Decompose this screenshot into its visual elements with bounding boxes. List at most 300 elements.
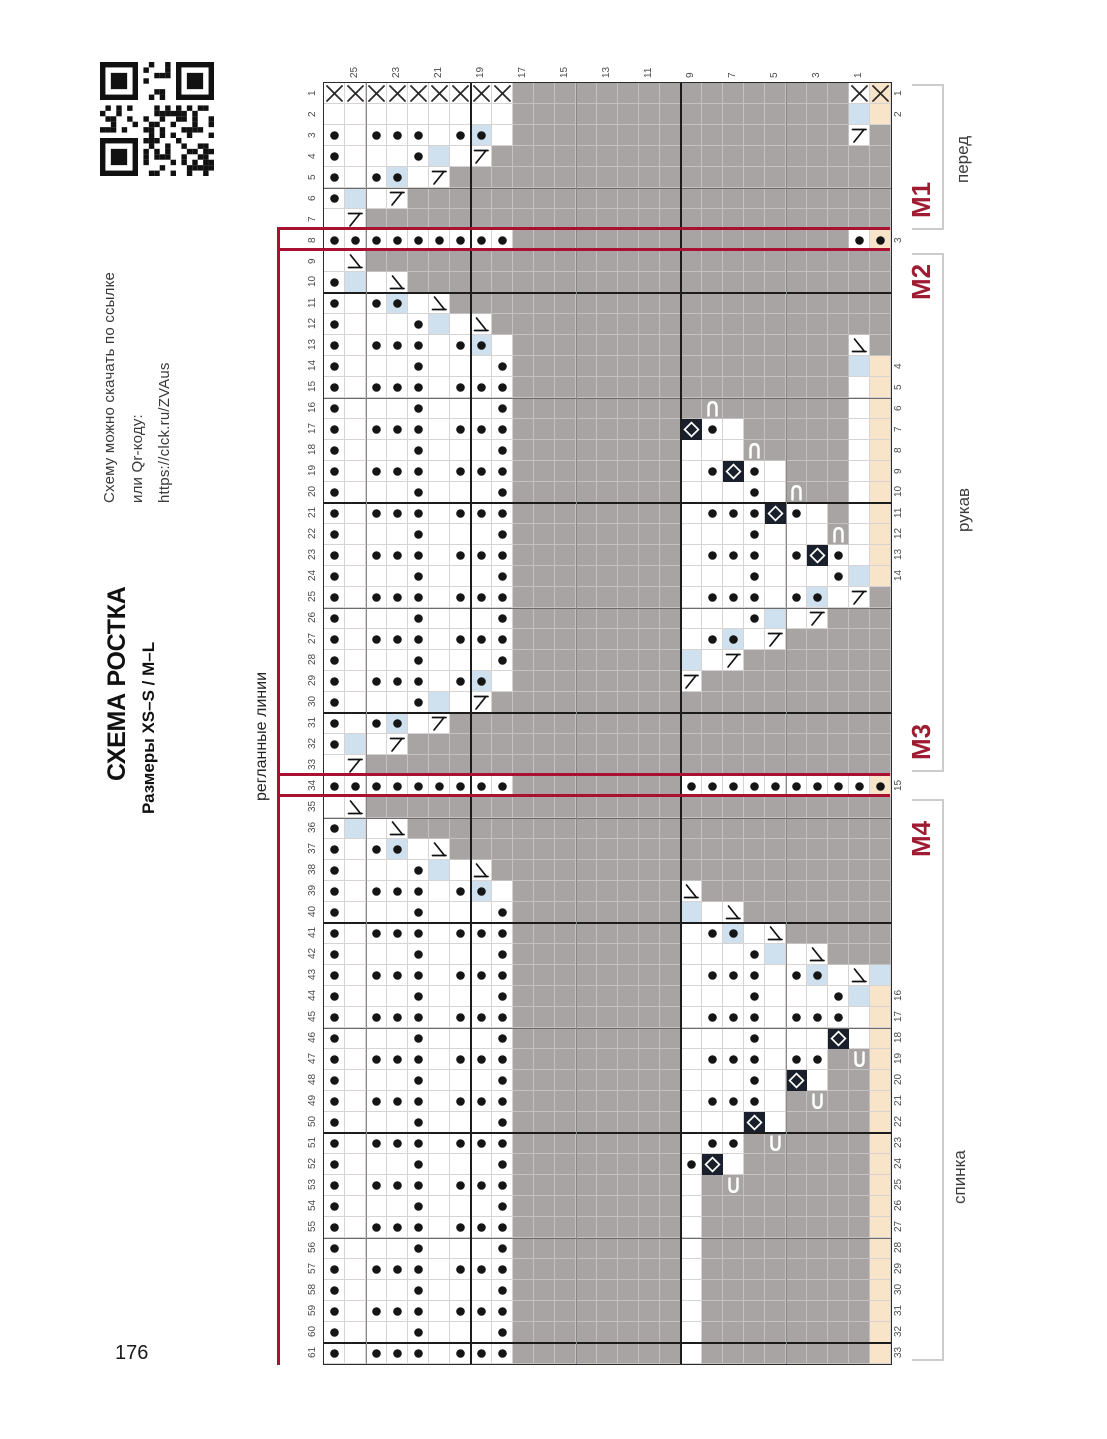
chart-cell <box>429 188 450 209</box>
chart-cell <box>576 1301 597 1322</box>
chart-cell <box>576 146 597 167</box>
chart-cell <box>660 125 681 146</box>
chart-cell <box>324 629 345 650</box>
chart-cell <box>345 902 366 923</box>
chart-cell <box>681 125 702 146</box>
chart-cell <box>471 713 492 734</box>
chart-cell <box>744 1259 765 1280</box>
chart-cell <box>366 1259 387 1280</box>
chart-cell <box>345 1028 366 1049</box>
chart-cell <box>366 734 387 755</box>
chart-cell <box>849 167 870 188</box>
chart-cell <box>324 713 345 734</box>
chart-cell <box>828 1112 849 1133</box>
chart-cell <box>366 146 387 167</box>
chart-cell <box>366 461 387 482</box>
chart-cell <box>324 566 345 587</box>
grid-number: 1 <box>852 72 864 78</box>
chart-cell <box>366 1280 387 1301</box>
chart-cell <box>534 356 555 377</box>
chart-cell <box>345 1322 366 1343</box>
chart-cell <box>324 293 345 314</box>
chart-cell <box>702 986 723 1007</box>
chart-cell <box>849 734 870 755</box>
chart-cell <box>639 797 660 818</box>
chart-cell <box>723 188 744 209</box>
chart-cell <box>639 944 660 965</box>
chart-cell <box>660 440 681 461</box>
chart-cell <box>807 1196 828 1217</box>
chart-cell <box>345 692 366 713</box>
chart-cell <box>870 1007 891 1028</box>
chart-cell <box>513 482 534 503</box>
chart-cell <box>618 1217 639 1238</box>
chart-cell <box>345 188 366 209</box>
chart-cell <box>450 986 471 1007</box>
chart-cell <box>639 1070 660 1091</box>
chart-cell <box>555 83 576 104</box>
chart-cell <box>702 650 723 671</box>
chart-cell <box>324 104 345 125</box>
chart-cell <box>576 566 597 587</box>
chart-cell <box>408 902 429 923</box>
chart-cell <box>870 692 891 713</box>
chart-cell <box>660 1154 681 1175</box>
chart-cell <box>513 608 534 629</box>
chart-cell <box>702 398 723 419</box>
chart-cell <box>429 1238 450 1259</box>
chart-cell <box>555 1175 576 1196</box>
chart-cell <box>492 818 513 839</box>
chart-cell <box>786 1238 807 1259</box>
chart-cell <box>366 839 387 860</box>
chart-cell <box>429 818 450 839</box>
chart-cell <box>492 314 513 335</box>
chart-cell <box>765 650 786 671</box>
chart-cell <box>660 1028 681 1049</box>
chart-cell <box>492 419 513 440</box>
chart-cell <box>324 1322 345 1343</box>
chart-cell <box>492 503 513 524</box>
grid-number: 15 <box>558 66 570 78</box>
chart-cell <box>534 419 555 440</box>
chart-cell <box>492 692 513 713</box>
chart-cell <box>681 398 702 419</box>
chart-cell <box>387 356 408 377</box>
chart-cell <box>324 188 345 209</box>
chart-cell <box>681 1301 702 1322</box>
chart-cell <box>744 1028 765 1049</box>
chart-cell <box>450 1301 471 1322</box>
chart-cell <box>870 608 891 629</box>
chart-cell <box>345 293 366 314</box>
chart-cell <box>345 860 366 881</box>
chart-cell <box>576 251 597 272</box>
knitting-chart-grid <box>323 82 892 1365</box>
chart-cell <box>534 986 555 1007</box>
chart-cell <box>765 356 786 377</box>
chart-cell <box>450 965 471 986</box>
chart-cell <box>849 986 870 1007</box>
chart-cell <box>702 104 723 125</box>
chart-cell <box>723 1343 744 1364</box>
chart-cell <box>471 104 492 125</box>
chart-cell <box>744 251 765 272</box>
chart-cell <box>492 125 513 146</box>
grid-number: 30 <box>307 695 318 707</box>
chart-cell <box>429 1280 450 1301</box>
chart-cell <box>534 629 555 650</box>
chart-cell <box>639 167 660 188</box>
chart-cell <box>597 83 618 104</box>
chart-cell <box>723 167 744 188</box>
chart-cell <box>387 965 408 986</box>
chart-cell <box>366 524 387 545</box>
chart-cell <box>702 1091 723 1112</box>
chart-cell <box>786 881 807 902</box>
grid-number: 52 <box>307 1157 318 1169</box>
chart-cell <box>555 608 576 629</box>
chart-cell <box>744 1091 765 1112</box>
chart-cell <box>849 1091 870 1112</box>
chart-cell <box>471 1007 492 1028</box>
chart-cell <box>723 83 744 104</box>
chart-cell <box>345 797 366 818</box>
chart-cell <box>807 1028 828 1049</box>
chart-cell <box>471 818 492 839</box>
chart-cell <box>408 1238 429 1259</box>
chart-cell <box>723 713 744 734</box>
chart-cell <box>786 125 807 146</box>
chart-cell <box>429 1175 450 1196</box>
chart-cell <box>534 671 555 692</box>
chart-cell <box>744 503 765 524</box>
chart-cell <box>618 1028 639 1049</box>
chart-cell <box>513 104 534 125</box>
chart-cell <box>723 965 744 986</box>
chart-cell <box>618 902 639 923</box>
grid-number: 17 <box>516 66 528 78</box>
chart-cell <box>786 713 807 734</box>
chart-cell <box>471 965 492 986</box>
download-note-line2: или Qr-коду: <box>129 414 146 503</box>
back-bracket-top-tick <box>912 799 942 801</box>
chart-cell <box>849 692 870 713</box>
chart-cell <box>807 335 828 356</box>
chart-cell <box>513 923 534 944</box>
grid-number: 21 <box>432 66 444 78</box>
chart-cell <box>576 398 597 419</box>
chart-cell <box>681 146 702 167</box>
chart-cell <box>828 1154 849 1175</box>
chart-cell <box>576 881 597 902</box>
chart-cell <box>807 566 828 587</box>
chart-cell <box>387 251 408 272</box>
chart-cell <box>534 797 555 818</box>
chart-cell <box>807 881 828 902</box>
chart-cell <box>870 293 891 314</box>
chart-cell <box>450 1049 471 1070</box>
chart-cell <box>576 188 597 209</box>
chart-cell <box>429 713 450 734</box>
chart-cell <box>366 335 387 356</box>
chart-cell <box>324 314 345 335</box>
chart-cell <box>513 125 534 146</box>
grid-number: 28 <box>307 653 318 665</box>
chart-cell <box>618 923 639 944</box>
chart-cell <box>492 293 513 314</box>
chart-cell <box>576 335 597 356</box>
chart-cell <box>429 1154 450 1175</box>
chart-cell <box>597 524 618 545</box>
chart-cell <box>471 146 492 167</box>
chart-cell <box>639 629 660 650</box>
chart-cell <box>450 629 471 650</box>
chart-cell <box>387 902 408 923</box>
grid-number: 13 <box>893 548 904 560</box>
chart-cell <box>849 1133 870 1154</box>
chart-cell <box>471 1112 492 1133</box>
chart-cell <box>429 1091 450 1112</box>
chart-cell <box>870 146 891 167</box>
chart-cell <box>681 1028 702 1049</box>
chart-cell <box>387 1343 408 1364</box>
chart-cell <box>366 482 387 503</box>
chart-cell <box>387 398 408 419</box>
chart-cell <box>555 1154 576 1175</box>
chart-cell <box>345 923 366 944</box>
chart-cell <box>786 167 807 188</box>
chart-cell <box>807 482 828 503</box>
chart-cell <box>639 713 660 734</box>
chart-cell <box>765 1070 786 1091</box>
chart-cell <box>513 272 534 293</box>
chart-cell <box>618 503 639 524</box>
chart-cell <box>429 881 450 902</box>
chart-cell <box>807 146 828 167</box>
chart-cell <box>513 986 534 1007</box>
chart-cell <box>681 692 702 713</box>
grid-number: 37 <box>307 842 318 854</box>
chart-cell <box>387 860 408 881</box>
chart-cell <box>807 104 828 125</box>
chart-cell <box>597 398 618 419</box>
chart-cell <box>576 1217 597 1238</box>
chart-cell <box>681 1112 702 1133</box>
chart-cell <box>870 83 891 104</box>
chart-cell <box>681 923 702 944</box>
chart-cell <box>555 335 576 356</box>
chart-cell <box>597 104 618 125</box>
grid-number: 8 <box>893 446 904 453</box>
chart-cell <box>555 1259 576 1280</box>
chart-cell <box>387 1217 408 1238</box>
chart-cell <box>408 524 429 545</box>
chart-cell <box>492 1238 513 1259</box>
chart-cell <box>702 1028 723 1049</box>
chart-cell <box>681 713 702 734</box>
chart-cell <box>702 293 723 314</box>
chart-cell <box>408 1259 429 1280</box>
chart-cell <box>870 965 891 986</box>
chart-cell <box>471 860 492 881</box>
chart-cell <box>597 1259 618 1280</box>
chart-cell <box>513 1322 534 1343</box>
chart-cell <box>660 545 681 566</box>
chart-cell <box>702 1217 723 1238</box>
chart-cell <box>618 1112 639 1133</box>
chart-cell <box>828 902 849 923</box>
chart-cell <box>366 860 387 881</box>
chart-cell <box>744 566 765 587</box>
chart-cell <box>324 1196 345 1217</box>
chart-cell <box>513 1175 534 1196</box>
chart-cell <box>555 545 576 566</box>
chart-cell <box>681 1133 702 1154</box>
chart-cell <box>471 1154 492 1175</box>
chart-cell <box>324 692 345 713</box>
chart-cell <box>639 671 660 692</box>
grid-number: 1 <box>307 89 318 96</box>
chart-cell <box>324 524 345 545</box>
chart-cell <box>429 1007 450 1028</box>
chart-cell <box>849 1343 870 1364</box>
chart-cell <box>681 671 702 692</box>
chart-cell <box>576 125 597 146</box>
chart-cell <box>681 503 702 524</box>
chart-cell <box>324 734 345 755</box>
chart-cell <box>408 188 429 209</box>
chart-cell <box>387 1301 408 1322</box>
chart-cell <box>597 587 618 608</box>
chart-cell <box>576 167 597 188</box>
chart-cell <box>387 314 408 335</box>
chart-cell <box>639 1028 660 1049</box>
chart-cell <box>702 440 723 461</box>
chart-cell <box>744 461 765 482</box>
chart-cell <box>555 944 576 965</box>
chart-cell <box>639 524 660 545</box>
chart-cell <box>618 335 639 356</box>
chart-cell <box>534 398 555 419</box>
chart-cell <box>723 692 744 713</box>
chart-cell <box>639 335 660 356</box>
chart-cell <box>618 608 639 629</box>
chart-cell <box>702 125 723 146</box>
chart-cell <box>366 650 387 671</box>
chart-cell <box>744 1301 765 1322</box>
chart-cell <box>597 1322 618 1343</box>
chart-cell <box>828 1322 849 1343</box>
chart-cell <box>345 146 366 167</box>
grid-number: 5 <box>307 173 318 180</box>
chart-cell <box>597 1133 618 1154</box>
chart-cell <box>429 734 450 755</box>
chart-cell <box>576 692 597 713</box>
grid-number: 23 <box>307 548 318 560</box>
chart-cell <box>492 797 513 818</box>
chart-cell <box>513 545 534 566</box>
chart-cell <box>807 545 828 566</box>
chart-cell <box>660 818 681 839</box>
chart-cell <box>786 923 807 944</box>
grid-number: 26 <box>307 611 318 623</box>
grid-number: 58 <box>307 1283 318 1295</box>
chart-cell <box>345 1280 366 1301</box>
chart-cell <box>324 1154 345 1175</box>
chart-cell <box>408 146 429 167</box>
chart-cell <box>408 818 429 839</box>
chart-cell <box>450 923 471 944</box>
chart-cell <box>702 419 723 440</box>
chart-cell <box>660 1301 681 1322</box>
chart-cell <box>534 293 555 314</box>
chart-cell <box>450 146 471 167</box>
grid-number: 17 <box>893 1010 904 1022</box>
chart-cell <box>450 314 471 335</box>
chart-cell <box>408 356 429 377</box>
chart-cell <box>849 839 870 860</box>
chart-cell <box>555 1343 576 1364</box>
chart-cell <box>555 566 576 587</box>
chart-cell <box>597 545 618 566</box>
chart-cell <box>786 1280 807 1301</box>
chart-cell <box>702 188 723 209</box>
chart-cell <box>849 83 870 104</box>
chart-cell <box>765 104 786 125</box>
chart-cell <box>597 314 618 335</box>
chart-cell <box>534 1091 555 1112</box>
chart-cell <box>366 440 387 461</box>
grid-number: 8 <box>307 236 318 243</box>
chart-cell <box>660 1070 681 1091</box>
chart-cell <box>408 986 429 1007</box>
chart-cell <box>576 713 597 734</box>
chart-cell <box>408 1343 429 1364</box>
chart-cell <box>324 125 345 146</box>
chart-cell <box>681 1049 702 1070</box>
chart-cell <box>681 461 702 482</box>
chart-cell <box>576 818 597 839</box>
chart-cell <box>429 545 450 566</box>
chart-cell <box>681 440 702 461</box>
chart-cell <box>555 356 576 377</box>
chart-cell <box>387 146 408 167</box>
grid-number: 31 <box>893 1304 904 1316</box>
chart-cell <box>534 839 555 860</box>
chart-cell <box>870 1175 891 1196</box>
chart-cell <box>786 566 807 587</box>
chart-cell <box>408 1070 429 1091</box>
chart-cell <box>681 314 702 335</box>
grid-number: 54 <box>307 1199 318 1211</box>
chart-cell <box>471 1238 492 1259</box>
chart-cell <box>345 125 366 146</box>
chart-cell <box>555 419 576 440</box>
grid-number: 29 <box>893 1262 904 1274</box>
chart-cell <box>492 1217 513 1238</box>
chart-cell <box>786 1007 807 1028</box>
chart-cell <box>597 1343 618 1364</box>
chart-cell <box>660 188 681 209</box>
chart-cell <box>345 377 366 398</box>
chart-cell <box>702 524 723 545</box>
back-bracket <box>942 799 944 1361</box>
chart-cell <box>723 377 744 398</box>
chart-cell <box>807 1280 828 1301</box>
chart-cell <box>639 986 660 1007</box>
chart-cell <box>450 818 471 839</box>
